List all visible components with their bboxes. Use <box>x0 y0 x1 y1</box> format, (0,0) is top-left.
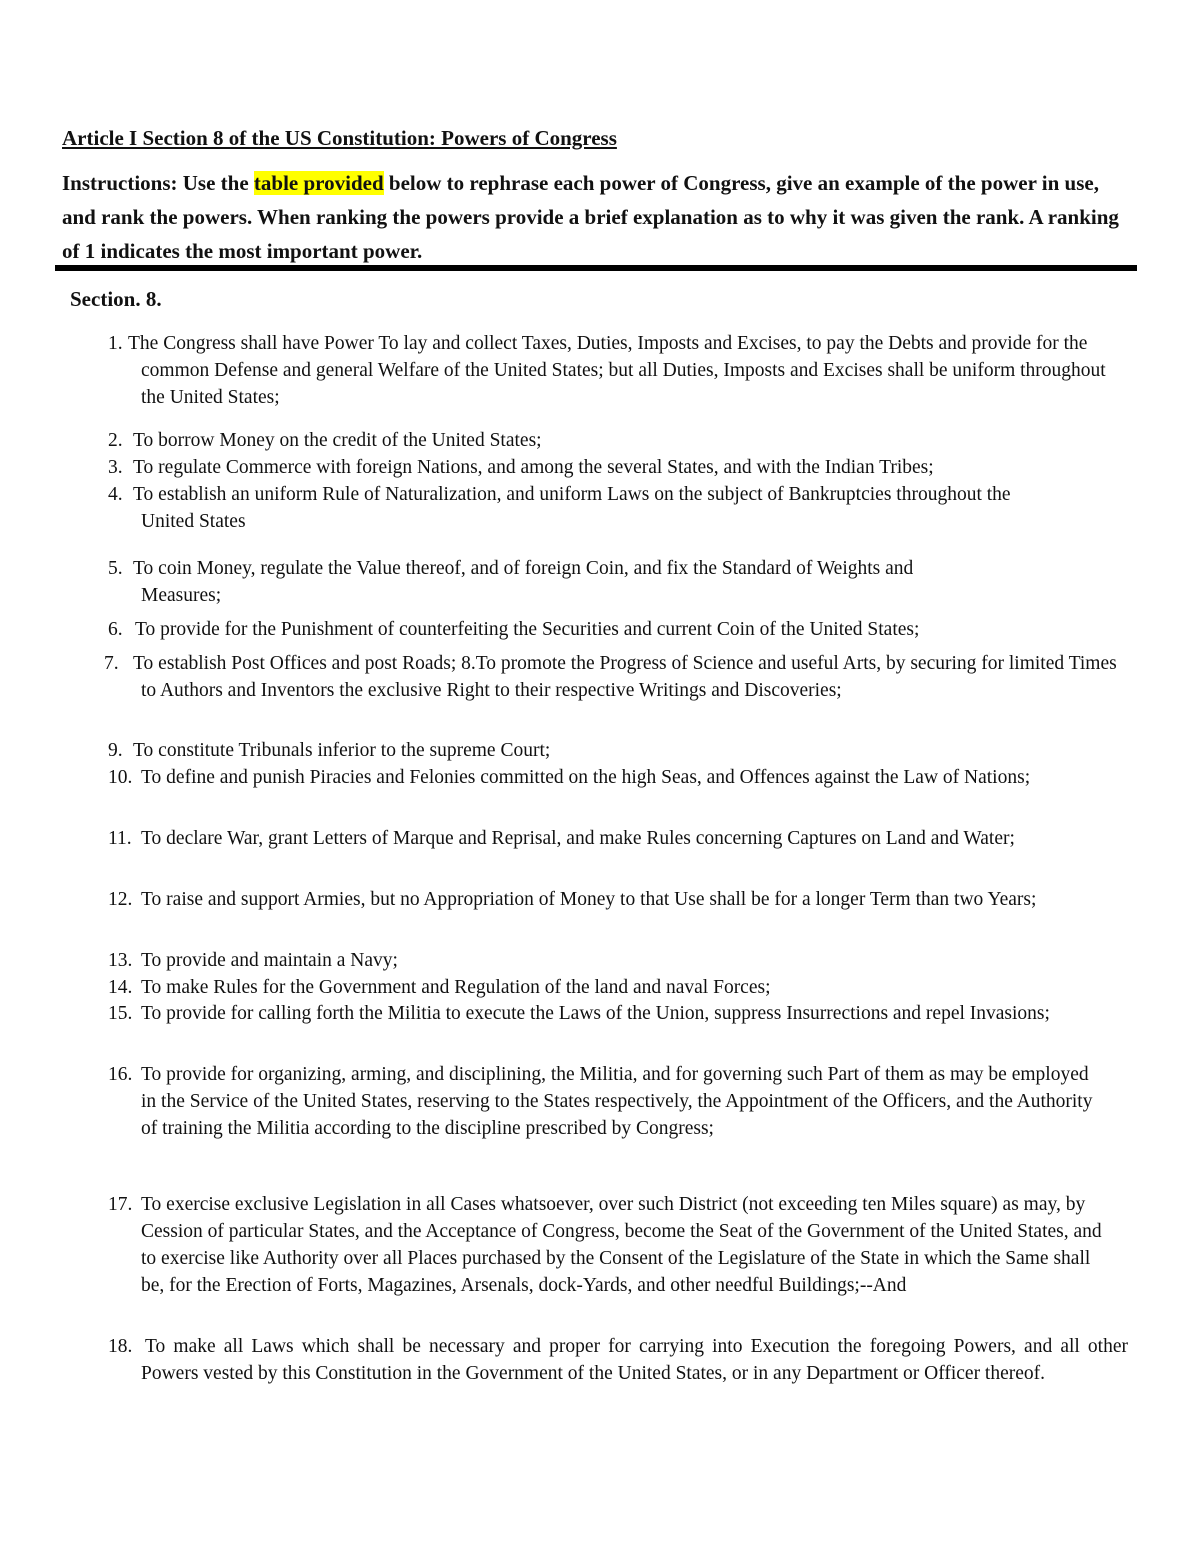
clause-number: 15. <box>108 1003 133 1024</box>
clause-5 <box>108 555 988 609</box>
clause-2 <box>108 427 1108 454</box>
clause-3 <box>108 454 1108 481</box>
clause-number: 16. <box>108 1064 133 1085</box>
clause-14 <box>108 974 1108 1001</box>
clause-number: 6. <box>108 619 123 640</box>
clause-number: 17. <box>108 1194 133 1215</box>
clause-number: 12. <box>108 889 133 910</box>
clause-12 <box>108 886 1138 913</box>
clause-number: 2. <box>108 430 123 451</box>
clause-10 <box>108 764 1068 791</box>
clause-text: To provide for calling forth the Militia to execute the Laws of the Union, suppress Insurrections and repel Invasions; <box>141 1003 1050 1024</box>
clause-number: 7. <box>104 653 119 674</box>
clause-6 <box>108 616 1108 643</box>
clause-text: To declare War, grant Letters of Marque and Reprisal, and make Rules concerning Captures on Land and Water; <box>141 828 1015 849</box>
clause-text: To regulate Commerce with foreign Nations, and among the several States, and with the Indian Tribes; <box>133 457 934 478</box>
clause-13 <box>108 947 1108 974</box>
instructions-suffix: below to rephrase each power of Congress, give an example of the power in use, and rank the powers. When ranking the powers provide a brief explanation as to why it was given the rank. A ranking of 1 indicates the most important power. <box>62 171 1119 263</box>
clause-9 <box>108 737 1108 764</box>
clause-number: 13. <box>108 950 133 971</box>
clause-11 <box>108 825 1108 852</box>
instructions-paragraph <box>62 166 1132 268</box>
clause-text: To define and punish Piracies and Felonies committed on the high Seas, and Offences against the Law of Nations; <box>141 767 1031 788</box>
clause-number: 18. <box>108 1336 133 1357</box>
clause-number: 14. <box>108 977 133 998</box>
page-title: Article I Section 8 of the US Constitution: Powers of Congress <box>62 126 617 150</box>
clause-15 <box>108 1000 1144 1027</box>
clause-text: To make Rules for the Government and Regulation of the land and naval Forces; <box>141 977 771 998</box>
section-heading: Section. 8. <box>70 287 162 311</box>
clause-text: To establish an uniform Rule of Naturalization, and uniform Laws on the subject of Bankruptcies throughout the United States <box>133 484 1011 532</box>
clause-text: To provide for organizing, arming, and disciplining, the Militia, and for governing such Part of them as may be employed in the Service of the United States, reserving to the States respectively, the Appointment of the Officers, and the Authority of training the Militia according to the discipline prescribed by Congress; <box>141 1064 1093 1139</box>
clause-text: To establish Post Offices and post Roads; 8.To promote the Progress of Science and useful Arts, by securing for limited Times to Authors and Inventors the exclusive Right to their respective Writings and Discoveries; <box>133 653 1117 701</box>
clause-text: To make all Laws which shall be necessary and proper for carrying into Execution the foregoing Powers, and all other Powers vested by this Constitution in the Government of the United States, or in any Department or Officer thereof. <box>141 1336 1128 1384</box>
clause-18 <box>108 1333 1128 1387</box>
clause-text: To constitute Tribunals inferior to the supreme Court; <box>133 740 551 761</box>
clause-number: 1. <box>108 333 123 354</box>
clause-text: To provide and maintain a Navy; <box>141 950 398 971</box>
highlighted-phrase: table provided <box>253 171 384 195</box>
clause-number: 10. <box>108 767 133 788</box>
clause-number: 9. <box>108 740 123 761</box>
clause-number: 4. <box>108 484 123 505</box>
clause-text: To raise and support Armies, but no Appropriation of Money to that Use shall be for a longer Term than two Years; <box>141 889 1037 910</box>
clause-text: To exercise exclusive Legislation in all Cases whatsoever, over such District (not exceeding ten Miles square) as may, by Cession of particular States, and the Acceptance of Congress, become the Seat of the Government of the United States, and to exercise like Authority over all Places purchased by the Consent of the Legislature of the State in which the Same shall be, for the Erection of Forts, Magazines, Arsenals, dock-Yards, and other needful Buildings;--And <box>141 1194 1102 1296</box>
clause-text: To provide for the Punishment of counterfeiting the Securities and current Coin of the United States; <box>135 619 920 640</box>
clause-4 <box>108 481 1068 535</box>
clause-text: To coin Money, regulate the Value thereof, and of foreign Coin, and fix the Standard of Weights and Measures; <box>133 558 914 606</box>
clause-7 <box>104 650 1134 704</box>
clause-text: To borrow Money on the credit of the United States; <box>133 430 542 451</box>
clause-text: The Congress shall have Power To lay and collect Taxes, Duties, Imposts and Excises, to pay the Debts and provide for the common Defense and general Welfare of the United States; but all Duties, Imposts and Excises shall be uniform throughout the United States; <box>128 333 1106 408</box>
clause-17 <box>108 1191 1108 1299</box>
clause-number: 3. <box>108 457 123 478</box>
clause-16 <box>108 1061 1098 1142</box>
clause-number: 11. <box>108 828 132 849</box>
horizontal-rule <box>55 265 1137 271</box>
clause-number: 5. <box>108 558 123 579</box>
instructions-prefix: Instructions: Use the <box>62 171 254 195</box>
clause-1 <box>108 330 1108 411</box>
